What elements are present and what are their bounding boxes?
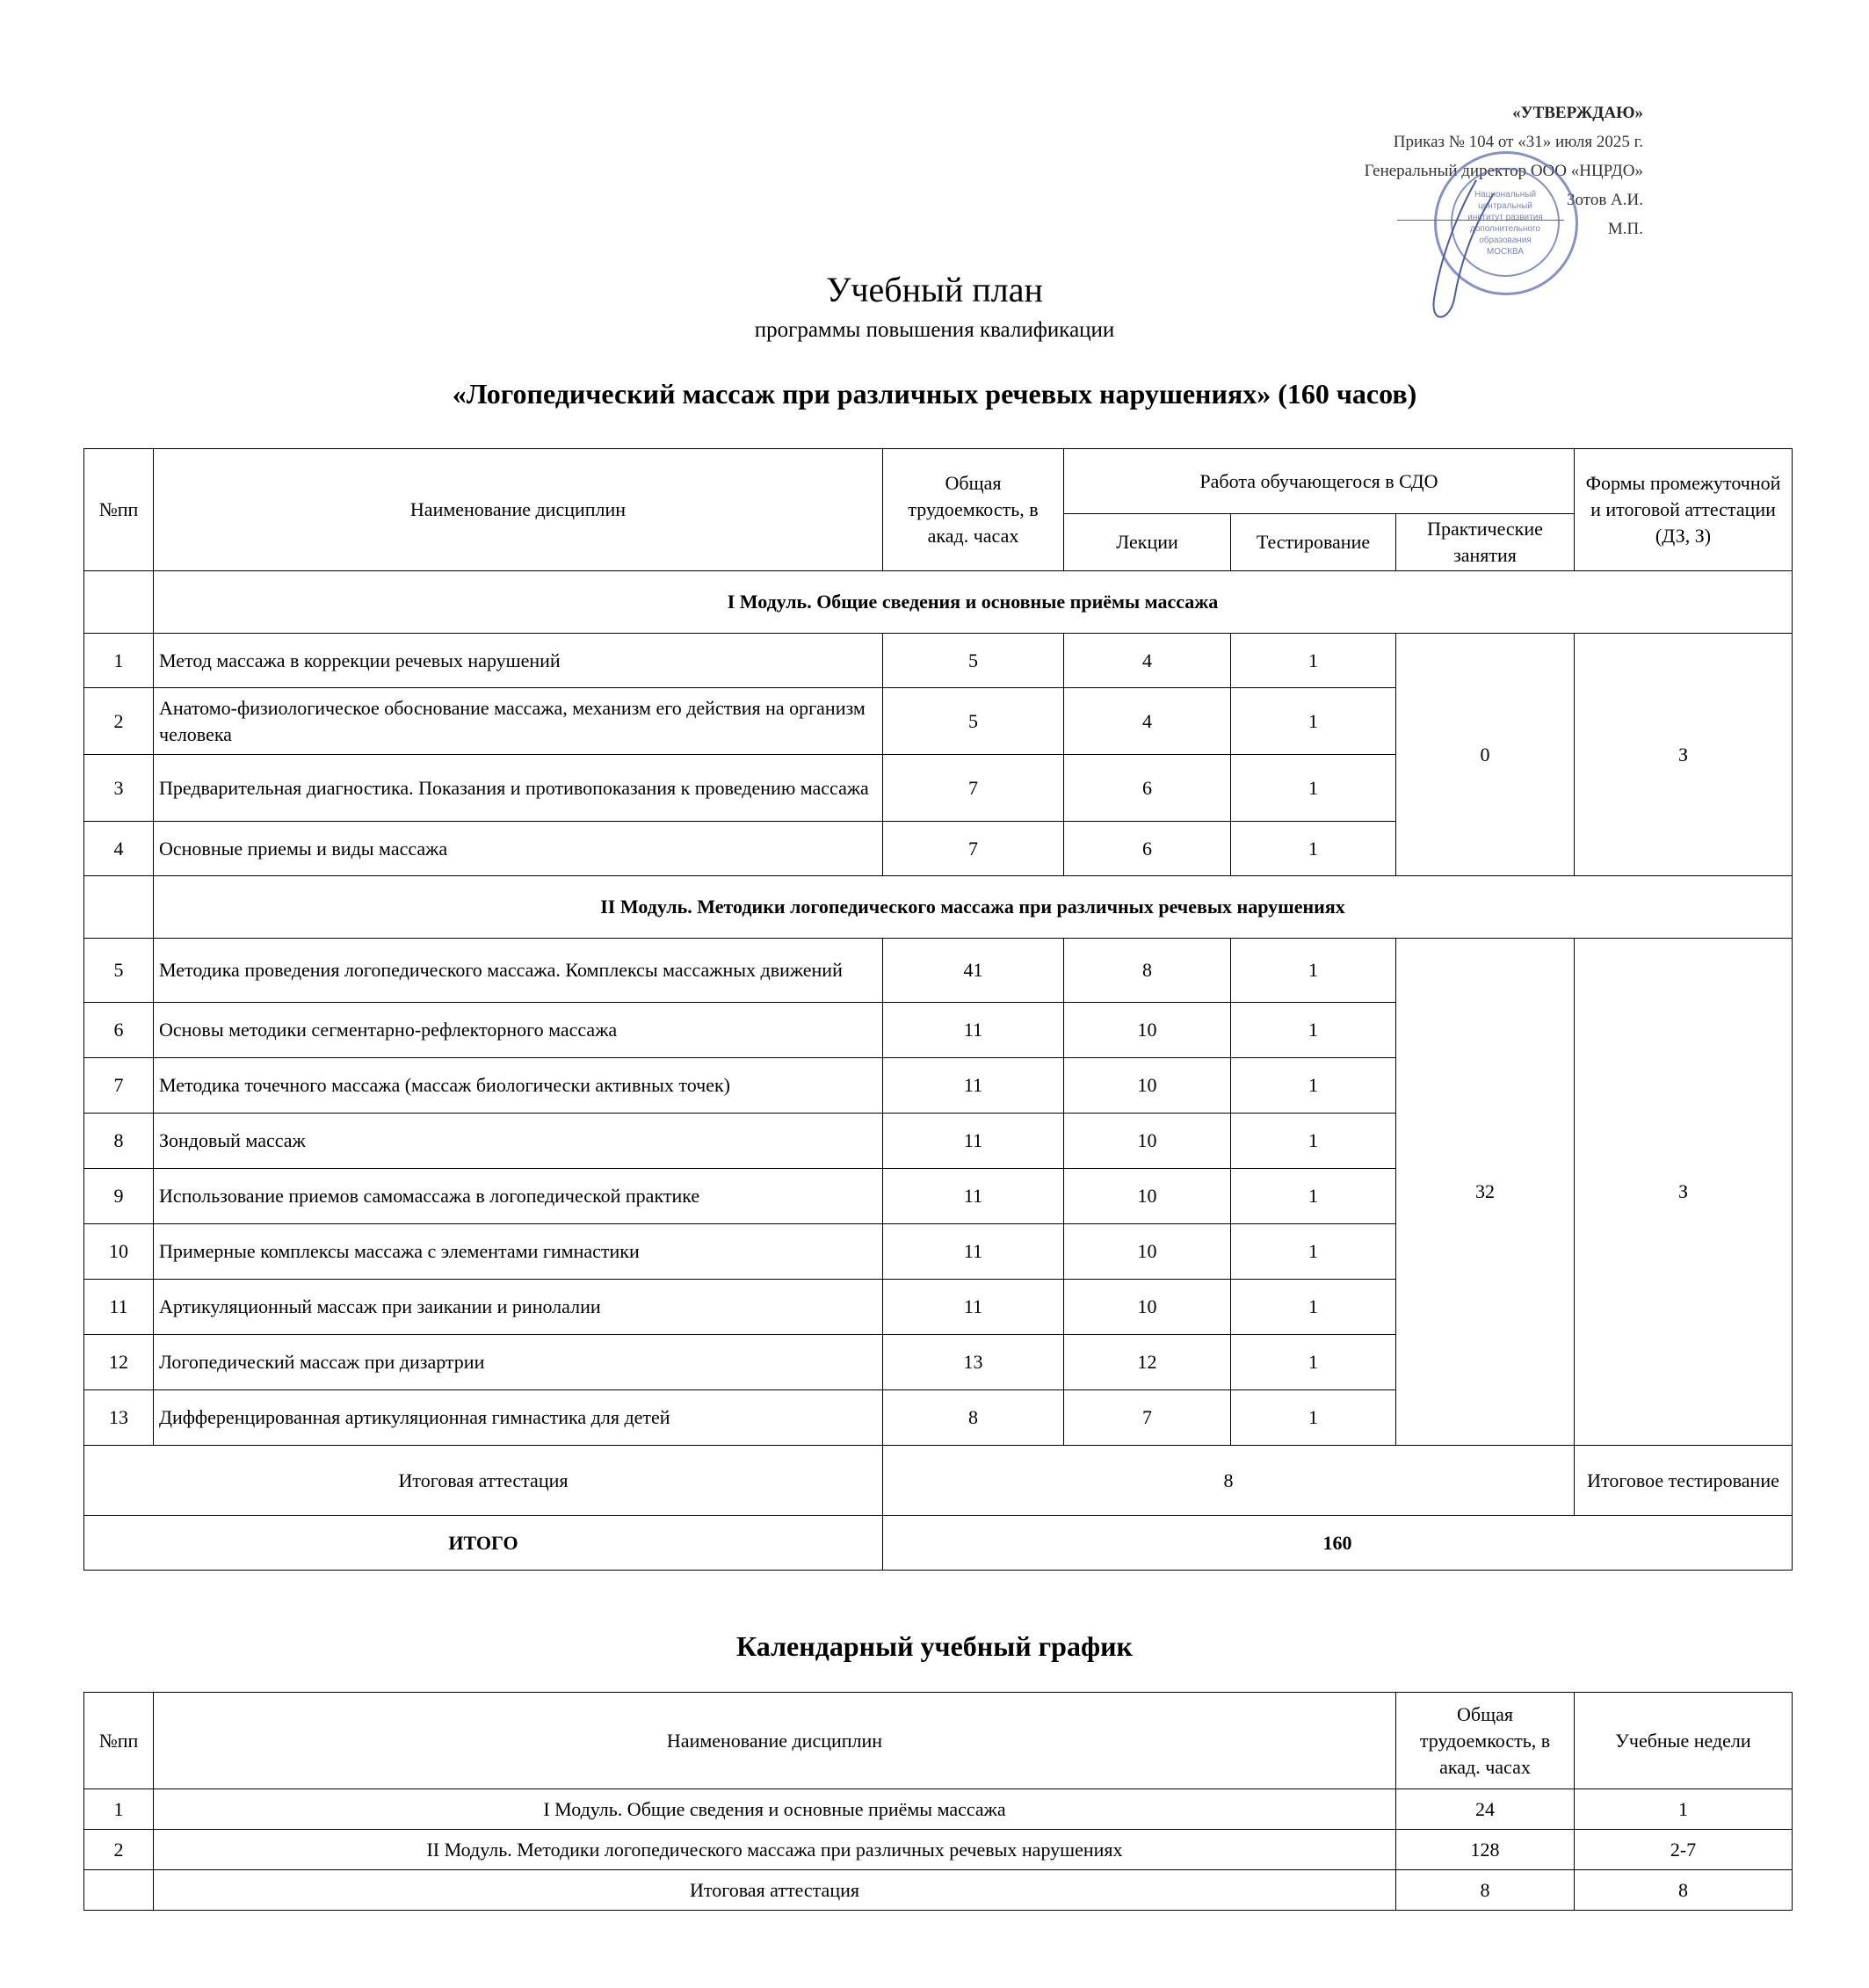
total-label: ИТОГО (84, 1516, 883, 1571)
row-num: 11 (84, 1280, 154, 1335)
module-title: I Модуль. Общие сведения и основные приёмы массажа (154, 571, 1793, 634)
module-form: З (1575, 939, 1793, 1446)
schedule-num (84, 1870, 154, 1911)
row-name: Дифференцированная артикуляционная гимнастика для детей (154, 1390, 883, 1446)
module-row (84, 571, 1793, 634)
row-lectures: 10 (1064, 1003, 1231, 1058)
table-row (84, 1830, 1793, 1870)
header-lectures: Лекции (1064, 514, 1231, 571)
header-num: №пп (84, 449, 154, 571)
header-testing: Тестирование (1231, 514, 1396, 571)
row-name: Зондовый массаж (154, 1114, 883, 1169)
row-lectures: 10 (1064, 1224, 1231, 1280)
row-testing: 1 (1231, 1280, 1396, 1335)
schedule-num: 1 (84, 1789, 154, 1830)
schedule-total: 8 (1396, 1870, 1575, 1911)
row-num: 3 (84, 755, 154, 822)
row-total: 11 (883, 1280, 1064, 1335)
table-row (84, 1789, 1793, 1830)
row-num: 2 (84, 688, 154, 755)
row-name: Метод массажа в коррекции речевых нарушений (154, 634, 883, 688)
row-lectures: 10 (1064, 1280, 1231, 1335)
row-lectures: 10 (1064, 1169, 1231, 1224)
schedule-weeks: 1 (1575, 1789, 1793, 1830)
row-total: 11 (883, 1224, 1064, 1280)
row-lectures: 8 (1064, 939, 1231, 1003)
row-name: Основы методики сегментарно-рефлекторного массажа (154, 1003, 883, 1058)
curriculum-table (83, 448, 1793, 1571)
row-num: 7 (84, 1058, 154, 1114)
table-row (84, 634, 1793, 688)
row-total: 5 (883, 688, 1064, 755)
schedule-name: Итоговая аттестация (154, 1870, 1396, 1911)
final-row (84, 1446, 1793, 1516)
row-total: 7 (883, 822, 1064, 876)
row-testing: 1 (1231, 1335, 1396, 1390)
row-testing: 1 (1231, 1058, 1396, 1114)
header-work: Работа обучающегося в СДО (1064, 449, 1575, 514)
row-name: Предварительная диагностика. Показания и противопоказания к проведению массажа (154, 755, 883, 822)
header-total: Общая трудоемкость, в акад. часах (883, 449, 1064, 571)
schedule-weeks: 2-7 (1575, 1830, 1793, 1870)
total-row (84, 1516, 1793, 1571)
row-testing: 1 (1231, 688, 1396, 755)
row-lectures: 4 (1064, 634, 1231, 688)
row-num: 4 (84, 822, 154, 876)
row-total: 8 (883, 1390, 1064, 1446)
header-name: Наименование дисциплин (154, 449, 883, 571)
row-num: 13 (84, 1390, 154, 1446)
row-lectures: 6 (1064, 822, 1231, 876)
row-name: Основные приемы и виды массажа (154, 822, 883, 876)
approval-seal-place: М.П. (1607, 220, 1643, 238)
row-name: Логопедический массаж при дизартрии (154, 1335, 883, 1390)
total-value: 160 (883, 1516, 1793, 1571)
row-name: Использование приемов самомассажа в логопедической практике (154, 1169, 883, 1224)
module-form: З (1575, 634, 1793, 876)
schedule-header-total: Общая трудоемкость, в акад. часах (1396, 1693, 1575, 1789)
signature-icon (1423, 176, 1503, 334)
module-title: II Модуль. Методики логопедического массажа при различных речевых нарушениях (154, 876, 1793, 939)
module-row (84, 876, 1793, 939)
row-name: Анатомо-физиологическое обоснование массажа, механизм его действия на организм человека (154, 688, 883, 755)
row-name: Примерные комплексы массажа с элементами гимнастики (154, 1224, 883, 1280)
row-num: 10 (84, 1224, 154, 1280)
schedule-header-weeks: Учебные недели (1575, 1693, 1793, 1789)
row-lectures: 10 (1064, 1114, 1231, 1169)
row-num: 6 (84, 1003, 154, 1058)
schedule-total: 24 (1396, 1789, 1575, 1830)
row-testing: 1 (1231, 1003, 1396, 1058)
row-lectures: 10 (1064, 1058, 1231, 1114)
schedule-table (83, 1692, 1793, 1911)
final-label: Итоговая аттестация (84, 1446, 883, 1516)
approval-name: Зотов А.И. (1567, 191, 1643, 209)
row-num: 5 (84, 939, 154, 1003)
final-form: Итоговое тестирование (1575, 1446, 1793, 1516)
module-practice: 0 (1396, 634, 1575, 876)
row-testing: 1 (1231, 939, 1396, 1003)
schedule-title: Календарный учебный график (736, 1630, 1133, 1662)
schedule-name: II Модуль. Методики логопедического массажа при различных речевых нарушениях (154, 1830, 1396, 1870)
row-num: 8 (84, 1114, 154, 1169)
schedule-total: 128 (1396, 1830, 1575, 1870)
row-testing: 1 (1231, 755, 1396, 822)
row-testing: 1 (1231, 1390, 1396, 1446)
approval-position: Генеральный директор ООО «НЦРДО» (1364, 162, 1643, 180)
header-forms: Формы промежуточной и итоговой аттестации (ДЗ, З) (1575, 449, 1793, 571)
row-testing: 1 (1231, 1169, 1396, 1224)
row-lectures: 7 (1064, 1390, 1231, 1446)
schedule-weeks: 8 (1575, 1870, 1793, 1911)
stamp-text: Национальный центральный институт развития дополнительного образования МОСКВА (1467, 190, 1543, 257)
doc-title: Учебный план (826, 270, 1043, 309)
final-value: 8 (883, 1446, 1575, 1516)
row-total: 5 (883, 634, 1064, 688)
row-num: 12 (84, 1335, 154, 1390)
row-testing: 1 (1231, 1224, 1396, 1280)
row-num: 9 (84, 1169, 154, 1224)
row-total: 11 (883, 1114, 1064, 1169)
schedule-name: I Модуль. Общие сведения и основные приёмы массажа (154, 1789, 1396, 1830)
approval-order: Приказ № 104 от «31» июля 2025 г. (1393, 133, 1643, 151)
row-name: Артикуляционный массаж при заикании и ринолалии (154, 1280, 883, 1335)
row-total: 41 (883, 939, 1064, 1003)
table-row (84, 1870, 1793, 1911)
table-row (84, 939, 1793, 1003)
row-lectures: 6 (1064, 755, 1231, 822)
row-total: 7 (883, 755, 1064, 822)
row-total: 13 (883, 1335, 1064, 1390)
row-total: 11 (883, 1058, 1064, 1114)
doc-subtitle: программы повышения квалификации (754, 318, 1115, 342)
header-practice: Практические занятия (1396, 514, 1575, 571)
row-total: 11 (883, 1169, 1064, 1224)
row-lectures: 4 (1064, 688, 1231, 755)
program-title: «Логопедический массаж при различных речевых нарушениях» (160 часов) (452, 378, 1417, 410)
row-num: 1 (84, 634, 154, 688)
approval-heading: «УТВЕРЖДАЮ» (1512, 104, 1643, 122)
row-testing: 1 (1231, 822, 1396, 876)
row-total: 11 (883, 1003, 1064, 1058)
row-lectures: 12 (1064, 1335, 1231, 1390)
module-practice: 32 (1396, 939, 1575, 1446)
schedule-header-num: №пп (84, 1693, 154, 1789)
row-name: Методика проведения логопедического массажа. Комплексы массажных движений (154, 939, 883, 1003)
row-testing: 1 (1231, 634, 1396, 688)
row-testing: 1 (1231, 1114, 1396, 1169)
schedule-header-name: Наименование дисциплин (154, 1693, 1396, 1789)
schedule-num: 2 (84, 1830, 154, 1870)
row-name: Методика точечного массажа (массаж биологически активных точек) (154, 1058, 883, 1114)
